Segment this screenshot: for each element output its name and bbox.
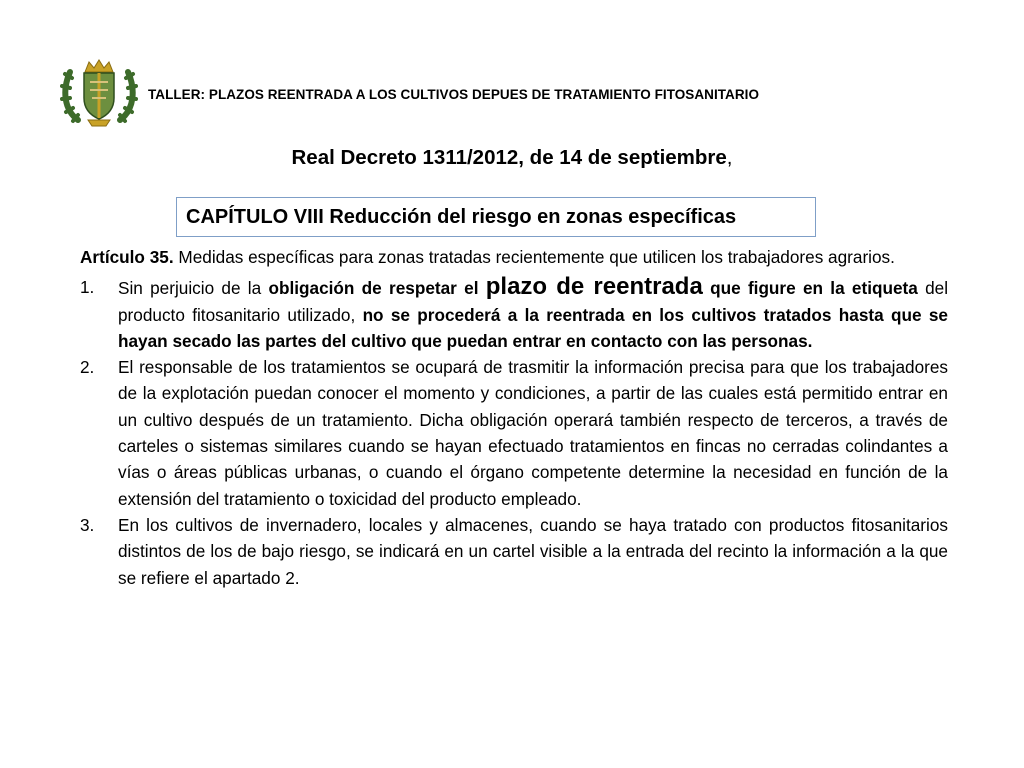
chapter-title-box [176, 197, 816, 237]
list-item-number: 1. [80, 277, 95, 298]
list-item-2 [80, 354, 948, 512]
item-text: En los cultivos de invernadero, locales y almacenes, cuando se haya tratado con productos fitosanitarios distintos de los de bajo riesgo, se indicará en un cartel visible a la entrada del recinto la información a la que se refiere el apartado 2. [118, 514, 948, 588]
list-item-1 [80, 274, 948, 354]
item-text: Sin perjuicio de la [118, 278, 269, 299]
emblem-icon [60, 58, 138, 130]
article-label: Artículo 35. [80, 247, 174, 267]
emblem-logo [60, 58, 138, 130]
article-items-list [80, 274, 948, 591]
decree-title-suffix: , [726, 146, 733, 169]
list-item-number: 3. [80, 514, 95, 535]
item-bold-text: no se procederá a la reentrada en los cultivos tratados hasta que se hayan secado las partes del cultivo que puedan entrar en contacto con las personas. [118, 304, 948, 351]
item-bold-text: obligación de respetar el [268, 278, 486, 299]
article-description: Medidas específicas para zonas tratadas recientemente que utilicen los trabajadores agrarios. [173, 247, 895, 267]
article-content [80, 244, 948, 591]
item-text: El responsable de los tratamientos se ocupará de trasmitir la información precisa para que los trabajadores de la explotación puedan conocer el momento y condiciones, a partir de las cuales está permitido entrar en un cultivo después de un tratamiento. Dicha obligación operará también respecto de terceros, a través de carteles o sistemas similares cuando se hayan efectuado tratamientos en fincas no cerradas colindantes a vías o áreas públicas urbanas, o cuando el órgano competente determine la necesidad en función de la extensión del tratamiento o toxicidad del producto empleado. [118, 357, 948, 509]
decree-title-text: Real Decreto 1311/2012, de 14 de septiembre [291, 146, 727, 169]
article-heading [80, 244, 948, 270]
decree-title [0, 146, 1024, 170]
chapter-title: CAPÍTULO VIII Reducción del riesgo en zonas específicas [186, 206, 737, 228]
item-text: del producto fitosanitario utilizado, [118, 278, 949, 325]
item-bold-text: que figure en la etiqueta [702, 278, 918, 299]
list-item-3 [80, 512, 948, 591]
list-item-number: 2. [80, 357, 95, 378]
item-emphasis-text: plazo de reentrada [485, 273, 703, 301]
header-title: TALLER: PLAZOS REENTRADA A LOS CULTIVOS DEPUES DE TRATAMIENTO FITOSANITARIO [148, 87, 759, 102]
